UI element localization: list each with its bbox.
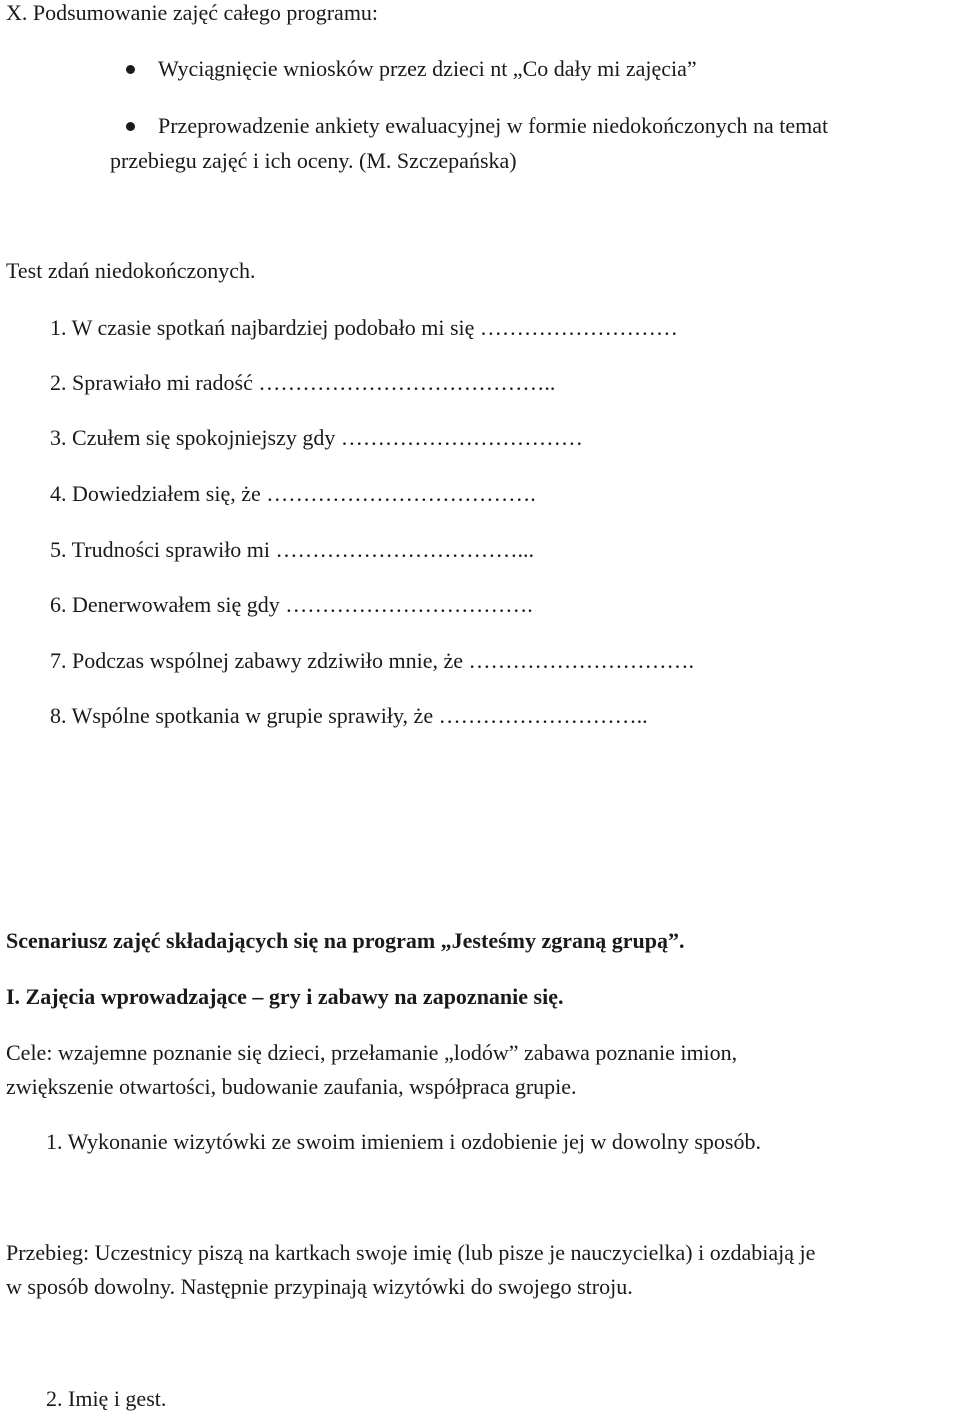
item-text: Imię i gest. [68, 1386, 167, 1411]
item-number: 6. [50, 592, 67, 617]
item-text: Podczas wspólnej zabawy zdziwiło mnie, że [72, 648, 463, 673]
item-text: Dowiedziałem się, że [72, 481, 261, 506]
item-blank: ……………………… [479, 315, 678, 340]
item-number: 1. [46, 1129, 63, 1154]
bullet-icon [126, 65, 135, 74]
activity-item [46, 1386, 166, 1412]
test-item [50, 481, 536, 507]
item-blank: …………………………… [340, 425, 583, 450]
test-item [50, 425, 583, 451]
test-item [50, 648, 694, 674]
item-text: Denerwowałem się gdy [72, 592, 280, 617]
item-blank: ……………………………. [285, 592, 533, 617]
item-text: Trudności sprawiło mi [71, 537, 271, 562]
item-blank: ………………………………….. [258, 370, 556, 395]
test-item [50, 315, 678, 341]
item-text: Sprawiało mi radość [72, 370, 253, 395]
item-number: 2. [50, 370, 67, 395]
item-number: 4. [50, 481, 67, 506]
item-text: W czasie spotkań najbardziej podobało mi się [71, 315, 475, 340]
bullet-icon [126, 122, 135, 131]
activity-item [46, 1129, 761, 1155]
item-blank: ……………………….. [438, 703, 648, 728]
item-number: 1. [50, 315, 67, 340]
item-text: Wspólne spotkania w grupie sprawiły, że [71, 703, 434, 728]
item-number: 2. [46, 1386, 63, 1411]
summary-heading: X. Podsumowanie zajęć całego programu: [6, 0, 379, 25]
scenario-title: Scenariusz zajęć składających się na program „Jesteśmy zgraną grupą”. [6, 928, 685, 953]
item-text: Czułem się spokojniejszy gdy [72, 425, 336, 450]
test-item [50, 370, 555, 396]
course-text-continued: w sposób dowolny. Następnie przypinają wizytówki do swojego stroju. [6, 1274, 633, 1299]
course-text: Przebieg: Uczestnicy piszą na kartkach swoje imię (lub pisze je nauczycielka) i ozdabiają je [6, 1240, 816, 1265]
goals-text: Cele: wzajemne poznanie się dzieci, przełamanie „lodów” zabawa poznanie imion, [6, 1040, 738, 1065]
item-blank: …………………………. [468, 648, 694, 673]
item-number: 8. [50, 703, 67, 728]
item-text: Wykonanie wizytówki ze swoim imieniem i ozdobienie jej w dowolny sposób. [67, 1129, 761, 1154]
bullet-text: Wyciągnięcie wniosków przez dzieci nt „Co dały mi zajęcia” [158, 56, 697, 81]
item-blank: ………………………………. [266, 481, 536, 506]
item-number: 5. [50, 537, 67, 562]
item-number: 7. [50, 648, 67, 673]
test-item [50, 592, 533, 618]
test-item [50, 537, 534, 563]
bullet-text-continued: przebiegu zajęć i ich oceny. (M. Szczepańska) [110, 148, 517, 173]
test-item [50, 703, 648, 729]
item-number: 3. [50, 425, 67, 450]
item-blank: ……………………………... [275, 537, 535, 562]
test-title: Test zdań niedokończonych. [6, 258, 256, 283]
bullet-text: Przeprowadzenie ankiety ewaluacyjnej w formie niedokończonych na temat [158, 113, 829, 138]
goals-text-continued: zwiększenie otwartości, budowanie zaufania, współpraca grupie. [6, 1074, 577, 1099]
section-heading: I. Zajęcia wprowadzające – gry i zabawy na zapoznanie się. [6, 984, 564, 1009]
